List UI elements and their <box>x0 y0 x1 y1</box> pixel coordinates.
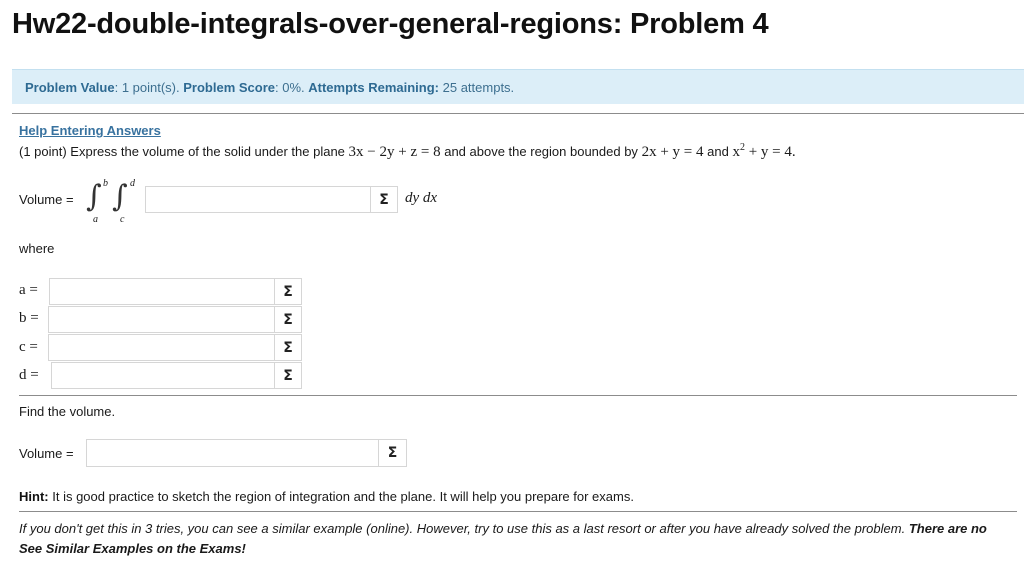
sigma-equation-editor-icon[interactable]: Σ <box>378 440 406 466</box>
plane-equation: 3x − 2y + z = 8 <box>348 144 441 160</box>
hint-text: It is good practice to sketch the region of integration and the plane. It will help you prepare for exams. <box>52 489 634 504</box>
help-entering-answers-link[interactable]: Help Entering Answers <box>19 123 161 138</box>
integral-volume-label: Volume = <box>19 192 74 207</box>
sigma-equation-editor-icon[interactable]: Σ <box>274 335 301 360</box>
statement-intro: (1 point) Express the volume of the solid under the plane <box>19 144 345 159</box>
final-volume-label: Volume = <box>19 446 74 461</box>
inner-upper-limit: d <box>130 178 135 189</box>
page-title: Hw22-double-integrals-over-general-regions: Problem 4 <box>12 8 769 40</box>
find-volume-prompt: Find the volume. <box>19 404 116 419</box>
problem-statement <box>19 142 796 161</box>
where-label: where <box>19 241 55 256</box>
problem-value-label: Problem Value <box>25 80 115 95</box>
problem-score-label: Problem Score <box>183 80 276 95</box>
line-equation: 2x + y = 4 <box>641 144 704 160</box>
divider <box>12 113 1024 114</box>
final-volume-answer-box <box>86 439 407 467</box>
limit-a-answer-box <box>49 278 302 305</box>
similar-example-note <box>19 519 1011 559</box>
integrand-answer-box <box>145 186 398 213</box>
limit-c-input[interactable] <box>49 335 276 360</box>
sigma-equation-editor-icon[interactable]: Σ <box>274 363 301 388</box>
outer-lower-limit: a <box>93 214 98 225</box>
hint-label: Hint: <box>19 489 49 504</box>
hint <box>19 489 634 504</box>
outer-upper-limit: b <box>103 178 108 189</box>
attempts-remaining-text: 25 attempts. <box>442 80 515 95</box>
parabola-equation: $x^2 + y = 4$. <box>732 142 796 160</box>
sigma-equation-editor-icon[interactable]: Σ <box>274 307 301 332</box>
limit-a-input[interactable] <box>50 279 276 304</box>
limit-d-input[interactable] <box>52 363 276 388</box>
note-text: If you don't get this in 3 tries, you can see a similar example (online). However, try to use this as a last resort or after you have already solved the problem. <box>19 521 906 536</box>
problem-value-text: : 1 point(s). <box>114 80 180 95</box>
problem-info-bar <box>12 69 1024 104</box>
limit-b-answer-box <box>48 306 302 333</box>
final-volume-input[interactable] <box>87 440 380 466</box>
differentials: dy dx <box>405 190 438 206</box>
outer-integral-sign: ∫ <box>86 179 102 214</box>
limit-a-label: a = <box>19 282 38 298</box>
limit-c-answer-box <box>48 334 302 361</box>
limit-d-answer-box <box>51 362 302 389</box>
integrand-input[interactable] <box>146 187 372 212</box>
inner-lower-limit: c <box>120 214 125 225</box>
limit-c-label: c = <box>19 339 38 355</box>
limit-b-label: b = <box>19 310 39 326</box>
limit-b-input[interactable] <box>49 307 276 332</box>
problem-score-text: : 0%. <box>275 80 305 95</box>
limit-d-label: d = <box>19 367 39 383</box>
statement-mid: and above the region bounded by <box>444 144 638 159</box>
note-bold-warning: There are no See Similar Examples on the Exams! <box>19 521 987 556</box>
divider <box>19 511 1017 512</box>
sigma-equation-editor-icon[interactable]: Σ <box>370 187 397 212</box>
attempts-remaining-label: Attempts Remaining: <box>308 80 439 95</box>
inner-integral-sign: ∫ <box>112 179 128 214</box>
sigma-equation-editor-icon[interactable]: Σ <box>274 279 301 304</box>
divider <box>19 395 1017 396</box>
statement-and: and <box>707 144 729 159</box>
